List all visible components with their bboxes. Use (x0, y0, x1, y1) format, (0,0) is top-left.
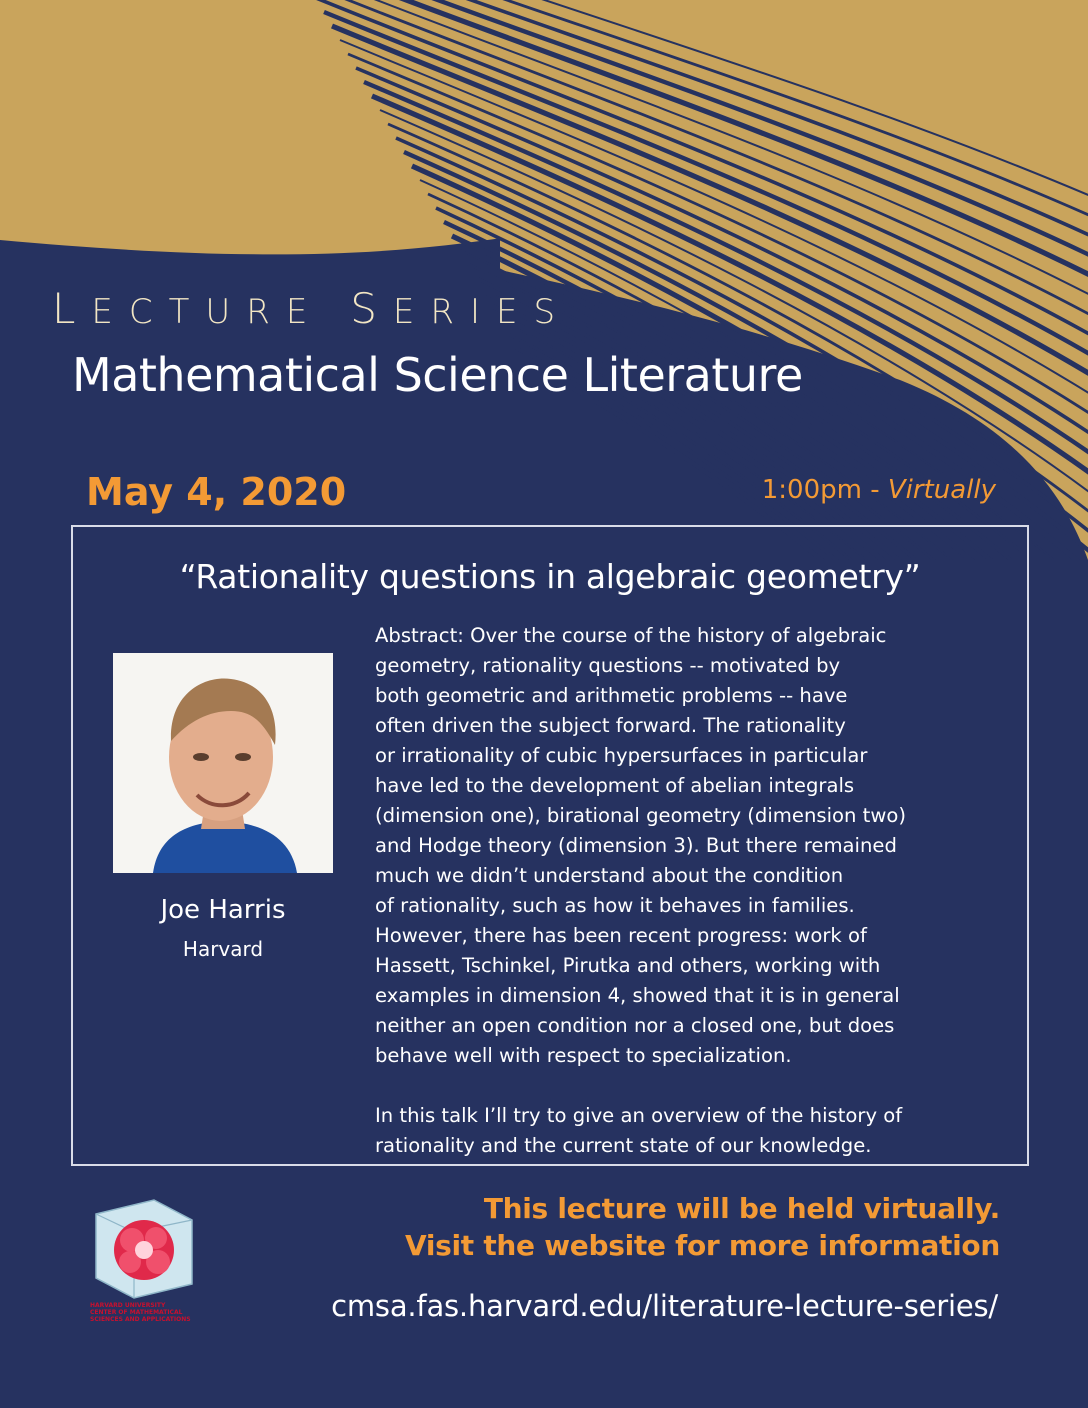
speaker-affiliation: Harvard (182, 937, 264, 961)
mode-text: Virtually (887, 475, 996, 505)
abstract-line: behave well with respect to specialization. (375, 1044, 792, 1067)
event-time (762, 475, 996, 505)
logo-text-line: CENTER OF MATHEMATICAL (90, 1309, 183, 1316)
website-link[interactable]: cmsa.fas.harvard.edu/literature-lecture-series/ (331, 1289, 998, 1323)
abstract-line: both geometric and arithmetic problems -- have (375, 684, 848, 707)
logo-text-line: HARVARD UNIVERSITY (90, 1302, 166, 1309)
abstract-line: and Hodge theory (dimension 3). But there remained (375, 834, 897, 857)
time-text: 1:00pm - (761, 475, 880, 505)
logo-text-line: SCIENCES AND APPLICATIONS (90, 1316, 191, 1323)
abstract-line: of rationality, such as how it behaves in families. (375, 894, 855, 917)
virtual-notice-line: Visit the website for more information (404, 1229, 1000, 1262)
talk-title: “Rationality questions in algebraic geometry” (179, 557, 921, 596)
speaker-photo (113, 653, 333, 873)
closing-line: In this talk I’ll try to give an overview of the history of (375, 1104, 903, 1127)
abstract-line: However, there has been recent progress: work of (375, 924, 867, 947)
abstract-line: Hassett, Tschinkel, Pirutka and others, working with (375, 954, 881, 977)
event-date: May 4, 2020 (86, 470, 347, 514)
abstract-line: Abstract: Over the course of the history of algebraic (375, 624, 887, 647)
virtual-notice (405, 1190, 1000, 1264)
abstract-line: neither an open condition nor a closed one, but does (375, 1014, 895, 1037)
talk-box (71, 525, 1029, 1166)
abstract-line: geometry, rationality questions -- motivated by (375, 654, 841, 677)
abstract-line: much we didn’t understand about the condition (375, 864, 844, 887)
virtual-notice-line: This lecture will be held virtually. (483, 1192, 1000, 1225)
speaker-name: Joe Harris (160, 895, 286, 925)
abstract-line: often driven the subject forward. The rationality (375, 714, 846, 737)
page-title: Mathematical Science Literature (72, 348, 803, 402)
abstract-line: examples in dimension 4, showed that it is in general (375, 984, 900, 1007)
closing-line: rationality and the current state of our knowledge. (375, 1134, 872, 1157)
lecture-series-label: LECTURE SERIES (52, 284, 572, 333)
abstract-line: (dimension one), birational geometry (dimension two) (375, 804, 906, 827)
abstract-line: have led to the development of abelian integrals (375, 774, 855, 797)
logo-text (90, 1302, 200, 1323)
abstract (375, 621, 1015, 1161)
abstract-line: or irrationality of cubic hypersurfaces in particular (375, 744, 868, 767)
